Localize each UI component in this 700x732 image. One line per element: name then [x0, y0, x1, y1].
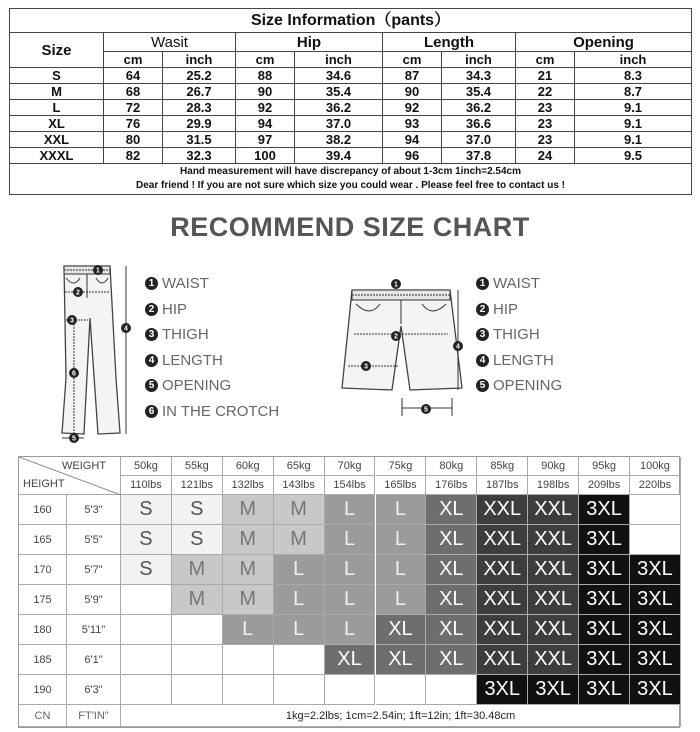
recommended-size-cell: M — [223, 585, 274, 615]
measurement-value: 36.2 — [295, 100, 383, 116]
measurement-value: 34.3 — [442, 68, 516, 84]
pants-legend-item — [145, 297, 279, 323]
svg-text:1: 1 — [394, 281, 398, 289]
recommended-size-cell: XXL — [477, 555, 528, 585]
measurement-value: 90 — [383, 84, 442, 100]
recommended-size-cell: S — [172, 495, 223, 525]
unit-header: cm — [383, 52, 442, 68]
size-row — [10, 84, 692, 100]
recommended-size-cell: XL — [426, 495, 477, 525]
weight-lbs-header: 154lbs — [325, 476, 376, 495]
recommended-size-cell: M — [274, 525, 325, 555]
weight-lbs-header: 198lbs — [528, 476, 579, 495]
size-label: M — [10, 84, 104, 100]
weight-kg-header: 75kg — [376, 457, 427, 476]
height-ft-label: 5'11" — [67, 615, 121, 645]
weight-kg-header: 60kg — [223, 457, 274, 476]
svg-text:5: 5 — [72, 435, 76, 443]
recommend-size-chart-heading: RECOMMEND SIZE CHART — [170, 212, 530, 242]
recommended-size-cell: L — [325, 585, 376, 615]
height-cm-label: 185 — [19, 645, 67, 675]
height-ft-label: 5'3" — [67, 495, 121, 525]
height-cm-label: 170 — [19, 555, 67, 585]
number-badge: 4 — [476, 354, 489, 367]
shorts-legend-item — [476, 373, 562, 399]
height-ft-label: 6'1" — [67, 645, 121, 675]
legend-label: THIGH — [162, 326, 209, 344]
recommended-size-cell: 3XL — [579, 645, 630, 675]
weight-lbs-header: 110lbs — [121, 476, 172, 495]
measurement-value: 76 — [104, 116, 163, 132]
number-badge: 2 — [145, 303, 158, 316]
recommended-size-cell: XL — [376, 615, 427, 645]
weight-lbs-header: 143lbs — [274, 476, 325, 495]
measurement-value: 28.3 — [163, 100, 236, 116]
size-row — [10, 148, 692, 164]
size-row — [10, 116, 692, 132]
group-header-hip: Hip — [236, 33, 383, 52]
recommended-size-cell: L — [325, 525, 376, 555]
height-cm-label: 190 — [19, 675, 67, 705]
size-label: S — [10, 68, 104, 84]
measurement-value: 94 — [236, 116, 295, 132]
measurement-value: 9.1 — [575, 132, 692, 148]
weight-kg-header: 80kg — [426, 457, 477, 476]
measurement-value: 96 — [383, 148, 442, 164]
recommended-size-cell — [426, 675, 477, 705]
recommended-size-cell: 3XL — [630, 675, 681, 705]
weight-lbs-header: 187lbs — [477, 476, 528, 495]
number-badge: 3 — [145, 328, 158, 341]
measurement-value: 35.4 — [442, 84, 516, 100]
recommended-size-cell — [121, 675, 172, 705]
shorts-legend-item — [476, 322, 562, 348]
measurement-value: 8.3 — [575, 68, 692, 84]
measurement-value: 100 — [236, 148, 295, 164]
measurement-value: 87 — [383, 68, 442, 84]
measurement-value: 37.0 — [295, 116, 383, 132]
recommended-size-cell: XXL — [477, 525, 528, 555]
weight-kg-header: 50kg — [121, 457, 172, 476]
measurement-value: 36.6 — [442, 116, 516, 132]
recommended-size-cell: S — [121, 525, 172, 555]
recommended-size-cell: 3XL — [579, 675, 630, 705]
note-line-2: Dear friend ! If you are not sure which size you could wear . Please feel free to contact us ! — [136, 180, 566, 191]
recommended-size-cell: L — [325, 615, 376, 645]
legend-label: HIP — [493, 300, 519, 318]
recommended-size-cell: M — [172, 585, 223, 615]
shorts-diagram — [340, 278, 470, 420]
recommended-size-cell: XXL — [477, 495, 528, 525]
number-badge: 6 — [145, 405, 158, 418]
weight-lbs-header: 176lbs — [426, 476, 477, 495]
group-header-opening: Opening — [516, 33, 692, 52]
group-header-length: Length — [383, 33, 516, 52]
recommended-size-cell: 3XL — [579, 615, 630, 645]
weight-kg-header: 95kg — [579, 457, 630, 476]
unit-header: inch — [163, 52, 236, 68]
legend-label: WAIST — [162, 275, 209, 293]
shorts-legend-item — [476, 348, 562, 374]
measurement-value: 39.4 — [295, 148, 383, 164]
recommended-size-cell: L — [325, 555, 376, 585]
weight-kg-header: 100kg — [630, 457, 681, 476]
recommended-size-cell: XXL — [477, 585, 528, 615]
pants-legend-item — [145, 373, 279, 399]
recommended-size-cell: XXL — [528, 495, 579, 525]
measurement-value: 34.6 — [295, 68, 383, 84]
recommended-size-cell — [630, 525, 681, 555]
svg-text:4: 4 — [456, 343, 460, 351]
pants-legend-item — [145, 322, 279, 348]
measurement-value: 9.1 — [575, 116, 692, 132]
measurement-value: 37.8 — [442, 148, 516, 164]
height-axis-label: HEIGHT — [23, 478, 65, 490]
size-row — [10, 100, 692, 116]
size-row — [10, 132, 692, 148]
svg-text:3: 3 — [70, 317, 74, 325]
height-cm-label: 160 — [19, 495, 67, 525]
recommended-size-cell: 3XL — [630, 555, 681, 585]
svg-text:5: 5 — [424, 406, 428, 414]
number-badge: 2 — [476, 303, 489, 316]
svg-text:1: 1 — [96, 267, 100, 275]
height-ft-label: 5'7" — [67, 555, 121, 585]
note-line-1: Hand measurement will have discrepancy of about 1-3cm 1inch=2.54cm — [180, 166, 521, 177]
number-badge: 3 — [476, 328, 489, 341]
measurement-value: 35.4 — [295, 84, 383, 100]
weight-lbs-header: 220lbs — [630, 476, 681, 495]
measurement-value: 93 — [383, 116, 442, 132]
size-label: XXL — [10, 132, 104, 148]
recommended-size-cell: M — [223, 555, 274, 585]
measurement-value: 88 — [236, 68, 295, 84]
recommended-size-cell — [172, 645, 223, 675]
weight-lbs-header: 165lbs — [376, 476, 427, 495]
unit-header: cm — [516, 52, 575, 68]
group-header-waist: Wasit — [104, 33, 236, 52]
measurement-value: 22 — [516, 84, 575, 100]
number-badge: 5 — [145, 379, 158, 392]
height-ft-label: 6'3" — [67, 675, 121, 705]
height-ft-label: 5'9" — [67, 585, 121, 615]
pants-legend-item — [145, 348, 279, 374]
size-column-header: Size — [10, 33, 104, 68]
weight-kg-header: 70kg — [325, 457, 376, 476]
measurement-value: 29.9 — [163, 116, 236, 132]
measurement-value: 92 — [383, 100, 442, 116]
recommended-size-cell: XXL — [477, 645, 528, 675]
measurement-value: 24 — [516, 148, 575, 164]
legend-label: THIGH — [493, 326, 540, 344]
shorts-legend-item — [476, 271, 562, 297]
weight-lbs-header: 121lbs — [172, 476, 223, 495]
recommended-size-cell: 3XL — [528, 675, 579, 705]
measurement-value: 97 — [236, 132, 295, 148]
number-badge: 1 — [476, 277, 489, 290]
recommended-size-cell: 3XL — [579, 495, 630, 525]
weight-kg-header: 65kg — [274, 457, 325, 476]
weight-lbs-header: 209lbs — [579, 476, 630, 495]
recommended-size-cell — [376, 675, 427, 705]
measurement-value: 37.0 — [442, 132, 516, 148]
recommended-size-cell: 3XL — [630, 615, 681, 645]
recommended-size-cell — [274, 675, 325, 705]
recommended-size-cell: XL — [426, 555, 477, 585]
shorts-legend-item — [476, 297, 562, 323]
recommended-size-cell: XL — [426, 525, 477, 555]
recommended-size-cell: L — [376, 585, 427, 615]
recommended-size-cell: M — [223, 495, 274, 525]
weight-axis-label: WEIGHT — [62, 460, 106, 472]
recommended-size-cell: L — [376, 555, 427, 585]
recommended-size-cell: M — [172, 555, 223, 585]
pants-legend-item — [145, 399, 279, 425]
measurement-value: 9.5 — [575, 148, 692, 164]
weight-kg-header: 55kg — [172, 457, 223, 476]
recommended-size-cell — [630, 495, 681, 525]
svg-text:4: 4 — [124, 325, 128, 333]
recommended-size-cell: L — [325, 495, 376, 525]
unit-header: inch — [575, 52, 692, 68]
legend-label: OPENING — [162, 377, 232, 395]
measurement-value: 8.7 — [575, 84, 692, 100]
recommended-size-cell: L — [274, 555, 325, 585]
measurement-value: 68 — [104, 84, 163, 100]
size-recommendation-grid — [18, 456, 680, 728]
unit-conversion-note: 1kg=2.2lbs; 1cm=2.54in; 1ft=12in; 1ft=30.48cm — [121, 705, 681, 727]
svg-text:3: 3 — [364, 363, 368, 371]
measurement-value: 23 — [516, 132, 575, 148]
number-badge: 5 — [476, 379, 489, 392]
pants-legend — [145, 271, 279, 424]
unit-header: cm — [104, 52, 163, 68]
measurement-value: 9.1 — [575, 100, 692, 116]
recommended-size-cell: XXL — [477, 615, 528, 645]
measurement-value: 25.2 — [163, 68, 236, 84]
recommended-size-cell: L — [376, 495, 427, 525]
recommended-size-cell: M — [274, 495, 325, 525]
measurement-value: 64 — [104, 68, 163, 84]
recommended-size-cell: XL — [376, 645, 427, 675]
legend-label: WAIST — [493, 275, 540, 293]
recommended-size-cell — [121, 615, 172, 645]
recommended-size-cell: S — [121, 495, 172, 525]
recommended-size-cell: S — [121, 555, 172, 585]
recommended-size-cell: 3XL — [630, 585, 681, 615]
legend-label: LENGTH — [493, 351, 554, 369]
measurement-value: 23 — [516, 100, 575, 116]
unit-header: inch — [295, 52, 383, 68]
size-label: L — [10, 100, 104, 116]
recommended-size-cell: XXL — [528, 555, 579, 585]
measurement-value: 32.3 — [163, 148, 236, 164]
recommended-size-cell: XL — [426, 615, 477, 645]
measurement-value: 94 — [383, 132, 442, 148]
recommended-size-cell: L — [223, 615, 274, 645]
weight-kg-header: 90kg — [528, 457, 579, 476]
svg-text:6: 6 — [72, 370, 76, 378]
height-cm-label: 165 — [19, 525, 67, 555]
weight-kg-header: 85kg — [477, 457, 528, 476]
measurement-value: 38.2 — [295, 132, 383, 148]
measurement-value: 21 — [516, 68, 575, 84]
recommended-size-cell: M — [223, 525, 274, 555]
pants-diagram — [50, 258, 140, 444]
height-cm-label: 180 — [19, 615, 67, 645]
measurement-value: 82 — [104, 148, 163, 164]
ft-in-label: FT'IN" — [67, 705, 121, 727]
recommended-size-cell: XXL — [528, 645, 579, 675]
legend-label: LENGTH — [162, 351, 223, 369]
recommended-size-cell — [325, 675, 376, 705]
svg-text:2: 2 — [76, 289, 80, 297]
number-badge: 4 — [145, 354, 158, 367]
measurement-value: 90 — [236, 84, 295, 100]
measurement-value: 72 — [104, 100, 163, 116]
recommended-size-cell — [121, 585, 172, 615]
recommended-size-cell: 3XL — [579, 555, 630, 585]
legend-label: HIP — [162, 300, 188, 318]
measurement-value: 36.2 — [442, 100, 516, 116]
recommended-size-cell: XXL — [528, 585, 579, 615]
recommended-size-cell: 3XL — [477, 675, 528, 705]
measurement-value: 31.5 — [163, 132, 236, 148]
recommended-size-cell: L — [274, 585, 325, 615]
size-label: XL — [10, 116, 104, 132]
recommended-size-cell: S — [172, 525, 223, 555]
recommended-size-cell: 3XL — [579, 525, 630, 555]
recommended-size-cell — [223, 675, 274, 705]
recommended-size-cell: XL — [426, 585, 477, 615]
cn-label: CN — [19, 705, 67, 727]
recommended-size-cell: XXL — [528, 615, 579, 645]
size-row — [10, 68, 692, 84]
measurement-value: 80 — [104, 132, 163, 148]
size-label: XXXL — [10, 148, 104, 164]
measurement-value: 23 — [516, 116, 575, 132]
unit-header: inch — [442, 52, 516, 68]
pants-legend-item — [145, 271, 279, 297]
recommended-size-cell — [223, 645, 274, 675]
recommended-size-cell: L — [274, 615, 325, 645]
recommended-size-cell — [172, 675, 223, 705]
recommended-size-cell: XL — [426, 645, 477, 675]
number-badge: 1 — [145, 277, 158, 290]
measurement-note — [10, 164, 692, 195]
measurement-value: 92 — [236, 100, 295, 116]
height-ft-label: 5'5" — [67, 525, 121, 555]
unit-row — [10, 52, 692, 68]
size-table-title: Size Information（pants） — [10, 9, 692, 33]
recommended-size-cell: XL — [325, 645, 376, 675]
recommended-size-cell: 3XL — [579, 585, 630, 615]
height-cm-label: 175 — [19, 585, 67, 615]
weight-lbs-header: 132lbs — [223, 476, 274, 495]
grid-corner-header — [19, 457, 121, 495]
recommended-size-cell: L — [376, 525, 427, 555]
measurement-value: 26.7 — [163, 84, 236, 100]
svg-text:2: 2 — [394, 333, 398, 341]
legend-label: OPENING — [493, 377, 563, 395]
recommended-size-cell: XXL — [528, 525, 579, 555]
recommended-size-cell — [274, 645, 325, 675]
size-information-table — [9, 8, 692, 195]
recommended-size-cell — [172, 615, 223, 645]
legend-label: IN THE CROTCH — [162, 402, 280, 420]
shorts-legend — [476, 271, 562, 399]
recommended-size-cell — [121, 645, 172, 675]
recommended-size-cell: 3XL — [630, 645, 681, 675]
unit-header: cm — [236, 52, 295, 68]
